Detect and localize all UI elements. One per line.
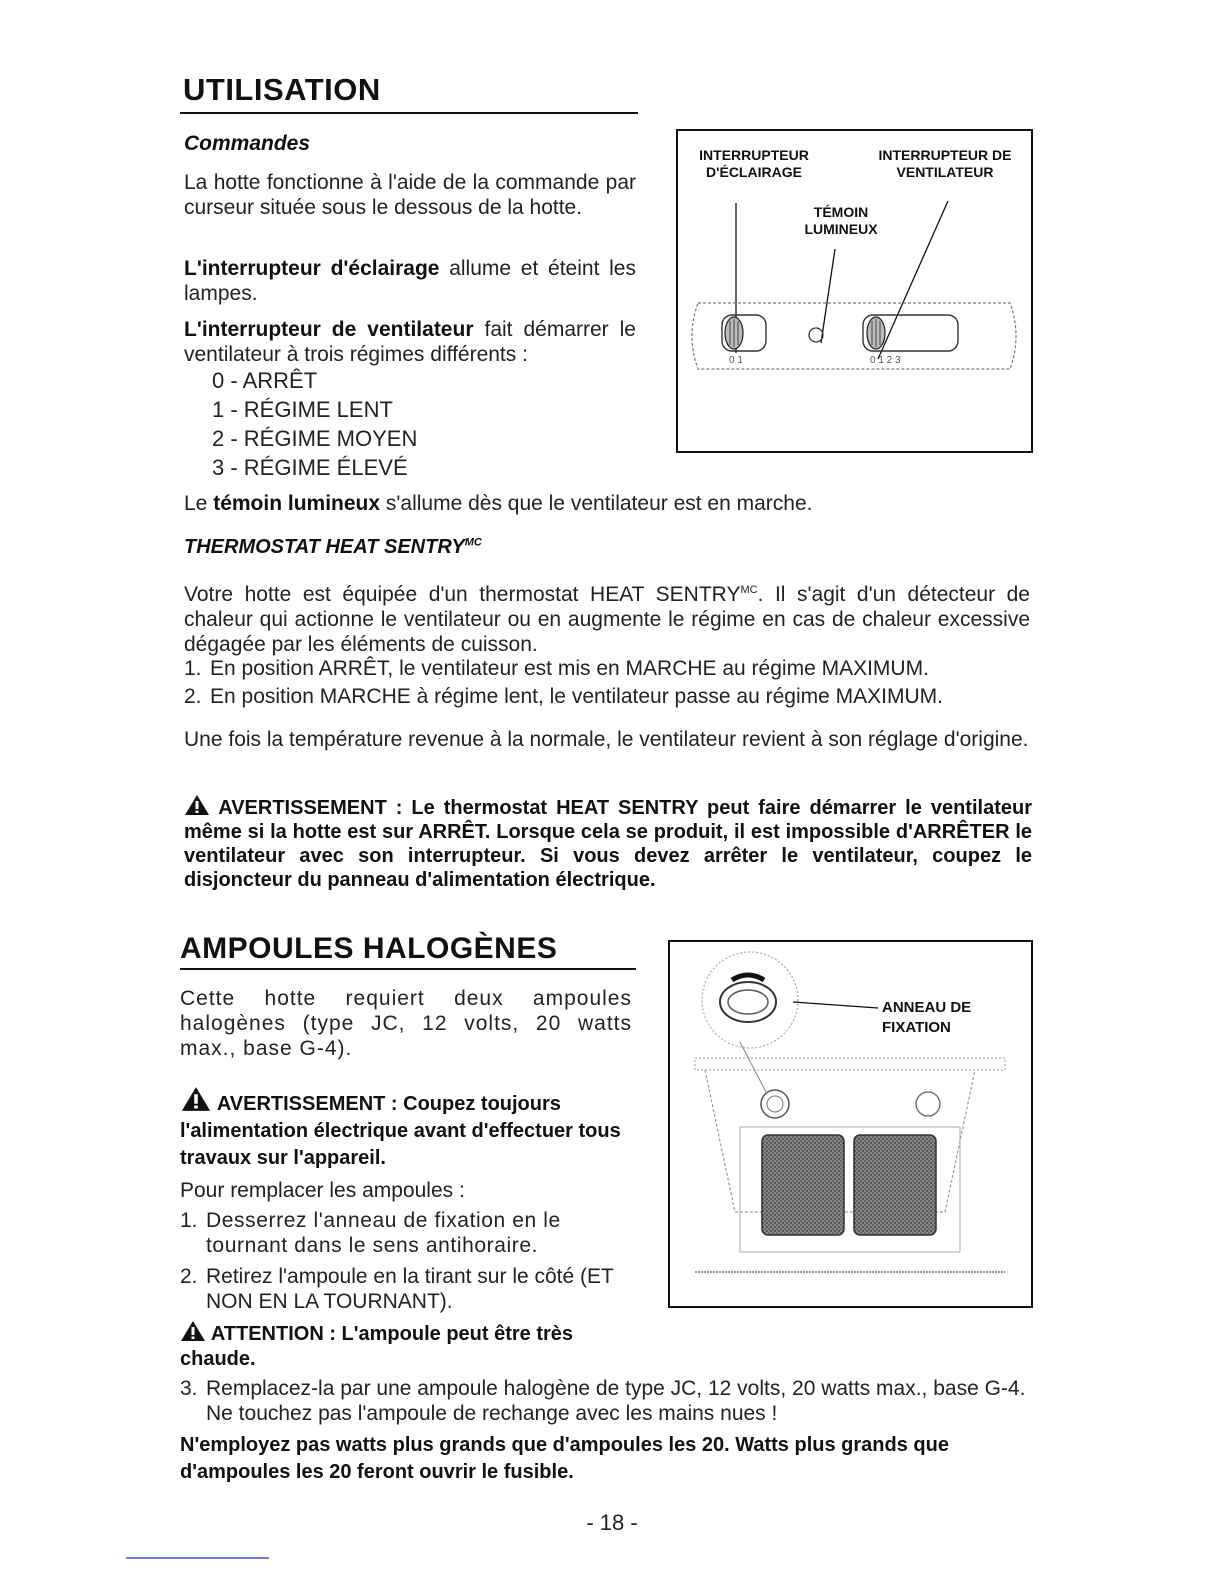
fan-slider-icon bbox=[863, 315, 958, 351]
footnote-rule bbox=[126, 1557, 269, 1559]
speed-item: 0 - ARRÊT bbox=[212, 368, 318, 393]
replace-intro: Pour remplacer les ampoules : bbox=[180, 1179, 465, 1202]
caution-text: ATTENTION : L'ampoule peut être très chaude. bbox=[180, 1320, 634, 1372]
thermostat-return: Une fois la température revenue à la normale, le ventilateur revient à son réglage d'origine. bbox=[184, 728, 1029, 751]
halogen-intro: Cette hotte requiert deux ampoules halogènes (type JC, 12 volts, 20 watts max., base G-4). bbox=[180, 987, 632, 1060]
thermostat-item: 2. En position MARCHE à régime lent, le ventilateur passe au régime MAXIMUM. bbox=[184, 685, 943, 708]
thermostat-body: Votre hotte est équipée d'un thermostat HEAT $SENTRY^{MC}$. Il s'agit d'un détecteur de chaleur qui actionne le ventilateur ou en augmente le régime en cas de chaleur excessive dégagée par les éléments de cuisson. bbox=[184, 583, 1030, 656]
grease-filter-icon bbox=[762, 1135, 844, 1235]
halogen-warning: AVERTISSEMENT : Coupez toujours l'alimentation électrique avant d'effectuer tous travaux sur l'appareil. bbox=[180, 1086, 634, 1172]
grease-filter-icon bbox=[854, 1135, 936, 1235]
warning-icon bbox=[180, 1320, 206, 1342]
page-number: - 18 - bbox=[586, 1510, 638, 1535]
halogen-step: 2. Retirez l'ampoule en la tirant sur le côté (ET NON EN LA TOURNANT). bbox=[180, 1265, 614, 1313]
speed-item: 2 - RÉGIME MOYEN bbox=[212, 426, 418, 451]
commandes-heading: Commandes bbox=[184, 132, 311, 155]
label-indicator: TÉMOIN LUMINEUX bbox=[804, 204, 878, 237]
fan-switch-desc: L'interrupteur de ventilateur fait démarrer le ventilateur à trois régimes différents : bbox=[184, 318, 636, 366]
final-warning: N'employez pas watts plus grands que d'ampoules les 20. Watts plus grands que d'ampoules les 20 feront ouvrir le fusible. bbox=[180, 1434, 949, 1483]
section-title-halogen: AMPOULES HALOGÈNES bbox=[180, 932, 558, 965]
thermostat-heading: THERMOSTAT HEAT $SENTRY^{MC}$ bbox=[184, 536, 482, 558]
light-icon bbox=[761, 1090, 789, 1118]
title-underline bbox=[180, 968, 636, 970]
section-title-utilisation: UTILISATION bbox=[183, 72, 381, 107]
label-light-switch: INTERRUPTEUR D'ÉCLAIRAGE bbox=[699, 147, 809, 180]
speed-list bbox=[212, 366, 417, 482]
indicator-light-icon bbox=[809, 328, 823, 342]
halogen-step: 3. Remplacez-la par une ampoule halogène de type JC, 12 volts, 20 watts max., base G-4. Ne touchez pas l'ampoule de rechange avec les mains nues ! bbox=[180, 1377, 1026, 1425]
label-fan-switch: INTERRUPTEUR DE VENTILATEUR bbox=[878, 147, 1012, 180]
halogen-step: 1. Desserrez l'anneau de fixation en le tournant dans le sens antihoraire. bbox=[180, 1209, 561, 1257]
control-panel-drawing bbox=[678, 131, 1031, 451]
hood-drawing bbox=[670, 942, 1031, 1306]
thermostat-item: 1. En position ARRÊT, le ventilateur est mis en MARCHE au régime MAXIMUM. bbox=[184, 657, 929, 680]
svg-text:0 1 2 3: 0 1 2 3 bbox=[870, 355, 901, 366]
light-slider-icon bbox=[722, 315, 766, 351]
light-switch-desc: L'interrupteur d'éclairage allume et éteint les lampes. bbox=[184, 257, 636, 305]
commandes-intro: La hotte fonctionne à l'aide de la commande par curseur située sous le dessous de la hotte. bbox=[184, 171, 636, 219]
warning-icon bbox=[184, 794, 210, 816]
svg-text:0 1: 0 1 bbox=[729, 355, 743, 366]
light-icon bbox=[916, 1092, 940, 1116]
label-retaining-ring: ANNEAU DE FIXATION bbox=[882, 999, 972, 1036]
title-underline bbox=[180, 112, 638, 114]
speed-item: 1 - RÉGIME LENT bbox=[212, 397, 393, 422]
controls-figure bbox=[676, 129, 1033, 453]
warning-icon bbox=[180, 1086, 212, 1112]
bulb-figure bbox=[668, 940, 1033, 1308]
speed-item: 3 - RÉGIME ÉLEVÉ bbox=[212, 455, 408, 480]
thermostat-warning: AVERTISSEMENT : Le thermostat HEAT SENTRY peut faire démarrer le ventilateur même si la hotte est sur ARRÊT. Lorsque cela se produit, il est impossible d'ARRÊTER le ventilateur avec son interrupteur. Si vous devez arrêter le ventilateur, coupez le disjoncteur du panneau d'alimentation électrique. bbox=[184, 794, 1032, 892]
indicator-desc: Le témoin lumineux s'allume dès que le ventilateur est en marche. bbox=[184, 492, 813, 515]
